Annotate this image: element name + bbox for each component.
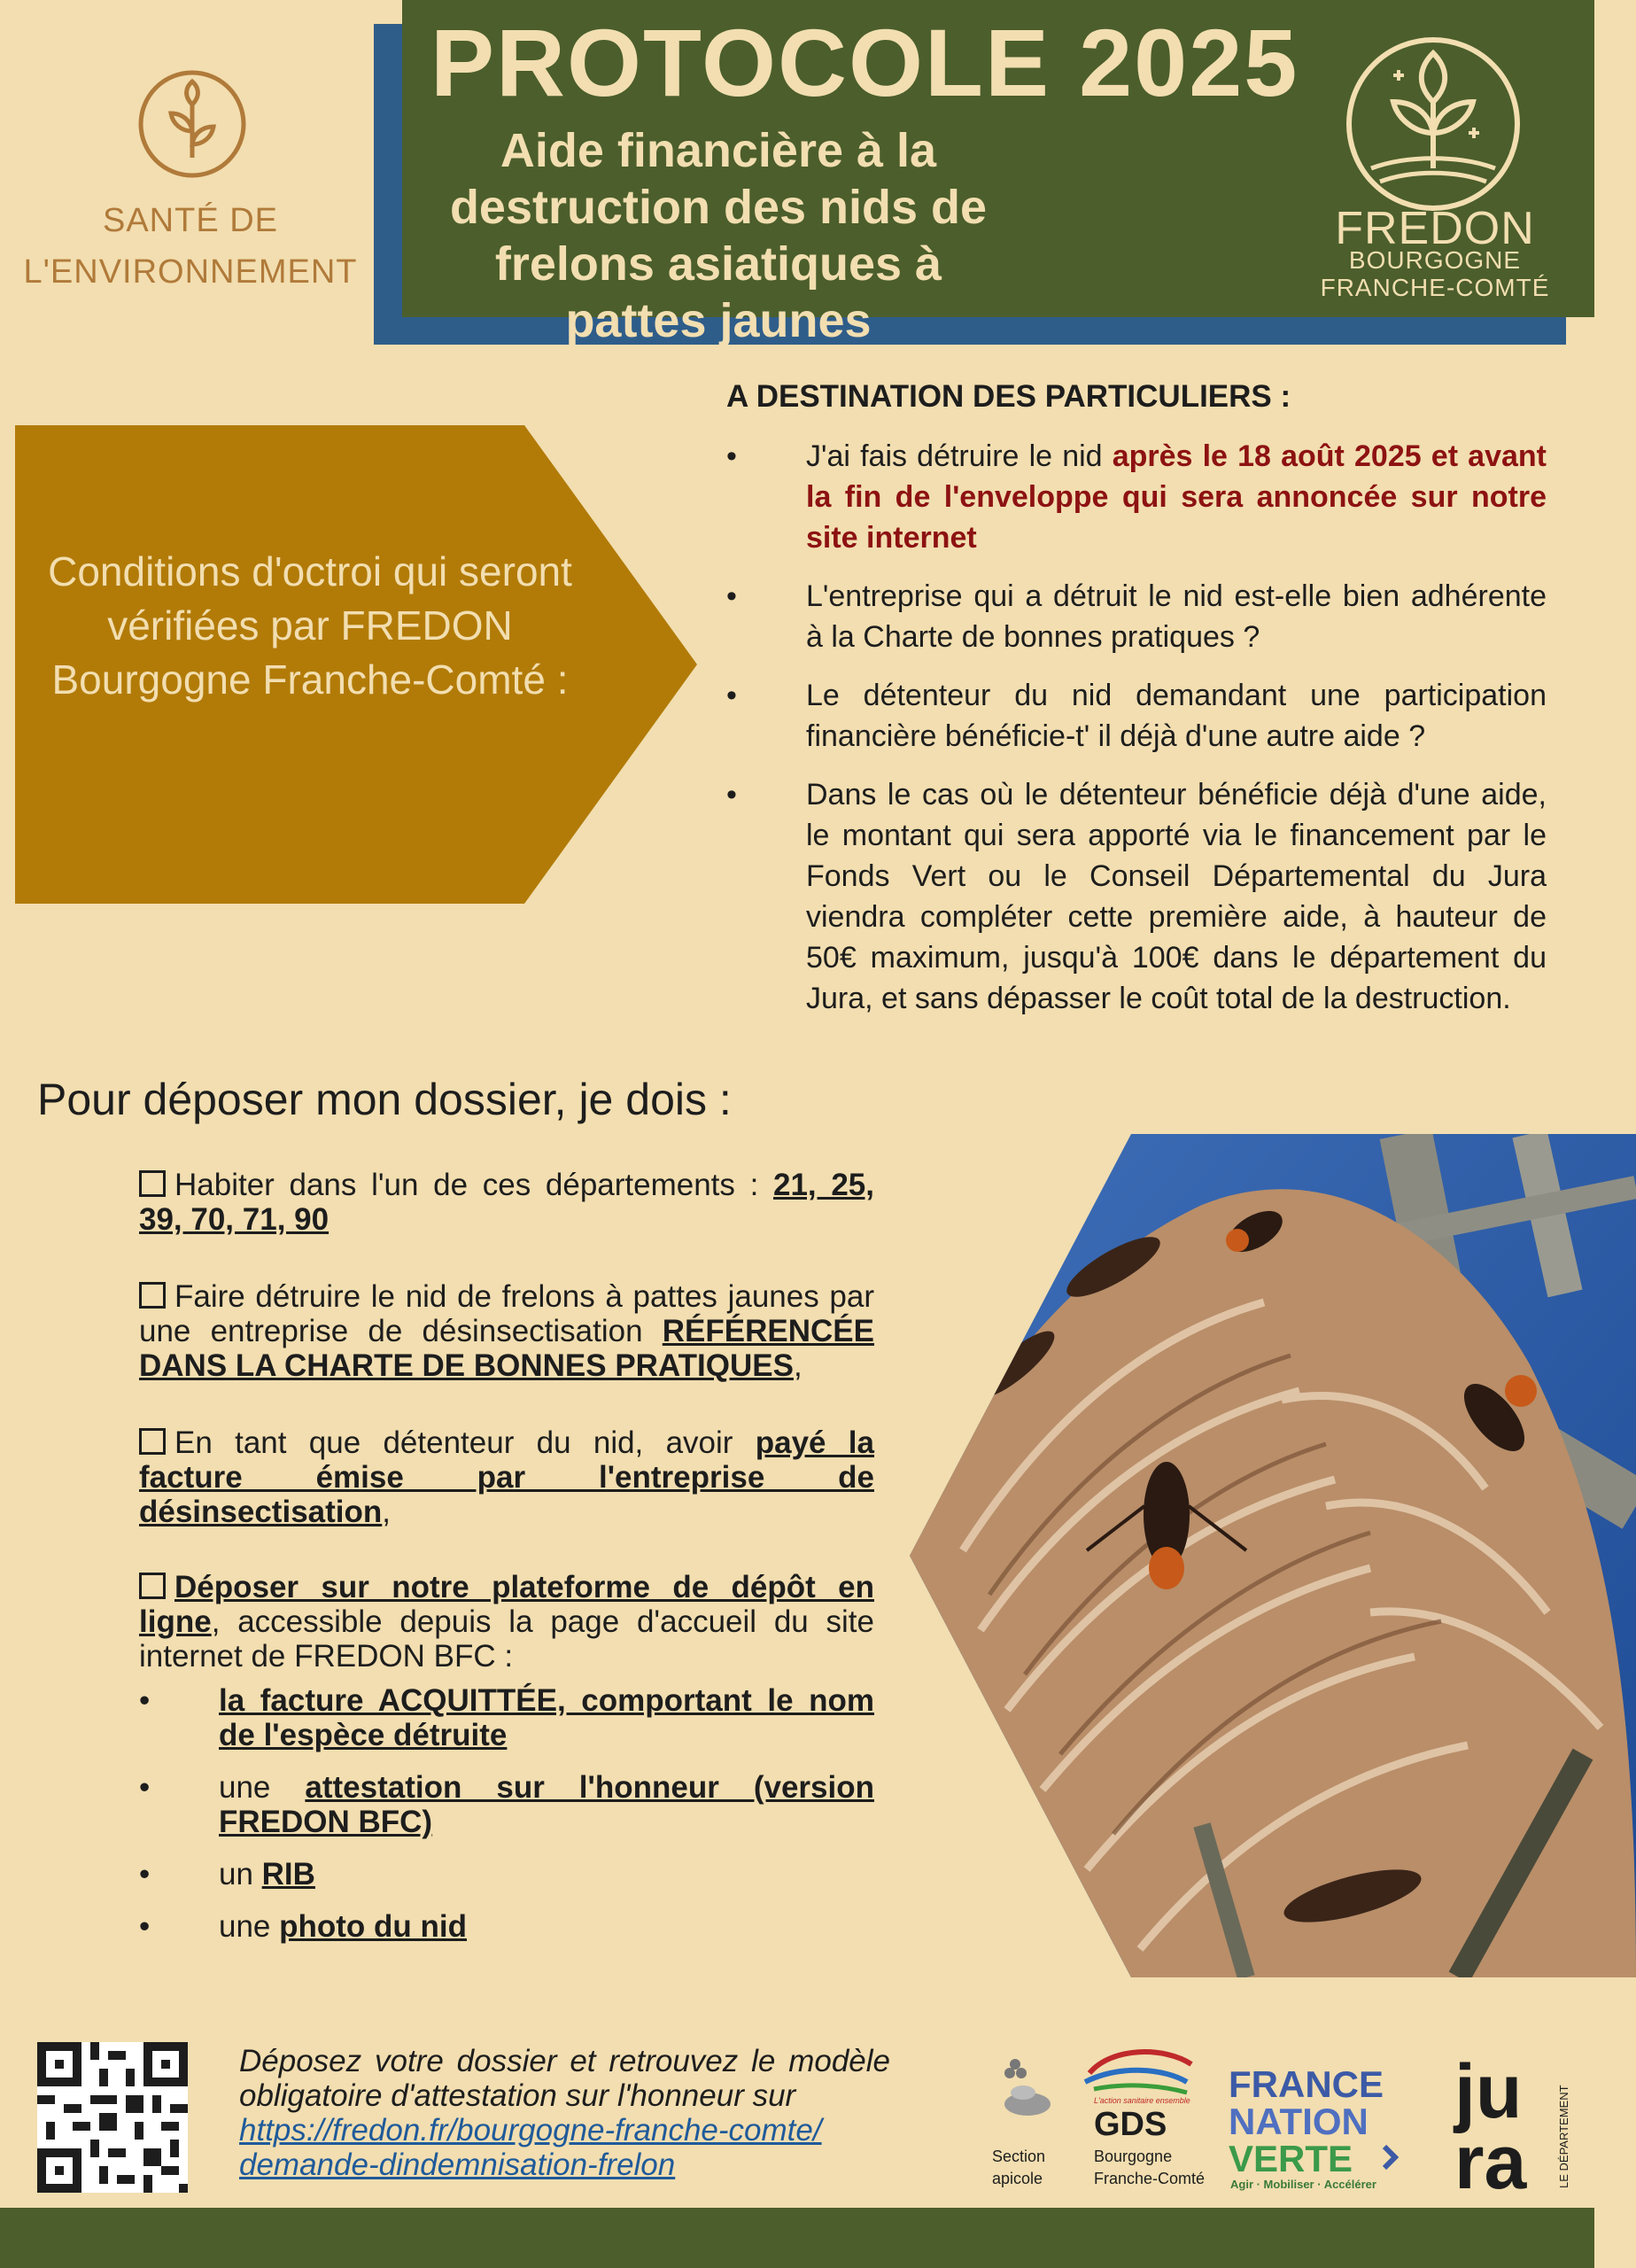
page-title: PROTOCOLE 2025 — [430, 9, 1299, 116]
checklist-text: Faire détruire le nid de frelons à pattes jaunes par une entreprise de désinsectisation — [139, 1279, 874, 1348]
checklist-payee: payé la facture émise par l'entreprise de désinsectisation — [139, 1425, 874, 1529]
checklist-end: , — [793, 1348, 802, 1383]
sante-logo-text — [18, 195, 363, 298]
required-attestation — [139, 1770, 874, 1839]
required-facture — [139, 1683, 874, 1752]
required-rib-prefix: un — [219, 1857, 262, 1891]
checklist-item-departement — [139, 1168, 874, 1237]
gds-name: GDS — [1094, 2106, 1167, 2143]
checklist-item-depot — [139, 1570, 874, 1674]
france-nation-verte-logo — [1227, 2060, 1417, 2193]
bee-icon — [1004, 2059, 1051, 2116]
checklist-end: , — [382, 1495, 391, 1529]
required-photo-text: photo du nid — [279, 1909, 467, 1944]
dossier-title: Pour déposer mon dossier, je dois : — [37, 1075, 732, 1124]
fredon-region-line-2: FRANCHE-COMTÉ — [1320, 274, 1550, 301]
footer-instructions: Déposez votre dossier et retrouvez le modèle obligatoire d'attestation sur l'honneur sur — [239, 2044, 890, 2113]
jura-logo — [1453, 2047, 1572, 2197]
jura-side-label: LE DÉPARTEMENT — [1557, 2085, 1570, 2188]
checklist-text: , accessible depuis la page d'accueil du site internet de FREDON BFC : — [139, 1604, 874, 1674]
destination-item-other-aid: • Le détenteur du nid demandant une participation financière bénéficie-t' il déjà d'une autre aide ? — [726, 675, 1547, 757]
required-rib — [139, 1857, 874, 1891]
destination-item-amount: • Dans le cas où le détenteur bénéficie déjà d'une aide, le montant qui sera apporté via le financement par le Fonds Vert ou le Conseil Départemental du Jura viendra compléter cette première aide, à hauteur de 50€ maximum, jusqu'à 100€ dans le département du Jura, et sans dépasser le coût total de la destruction. — [726, 774, 1547, 1019]
required-attestation-text: attestation sur l'honneur (version FREDON BFC) — [219, 1770, 874, 1839]
destination-item-date-text: J'ai fais détruire le nid — [806, 439, 1113, 473]
checkbox-icon[interactable] — [139, 1282, 166, 1309]
checklist-item-entreprise — [139, 1279, 874, 1383]
hornet-nest-photo — [910, 1134, 1636, 1977]
fredon-region-line-1: BOURGOGNE — [1348, 246, 1522, 274]
section-apicole-2: apicole — [992, 2170, 1043, 2187]
gds-region-2: Franche-Comté — [1094, 2170, 1206, 2187]
checklist-item-facture — [139, 1425, 874, 1529]
qr-code[interactable] — [37, 2042, 188, 2193]
destination-item-charte: • L'entreprise qui a détruit le nid est-elle bien adhérente à la Charte de bonnes pratiques ? — [726, 576, 1547, 657]
checklist-plateforme: Déposer sur notre plateforme de dépôt en ligne — [139, 1570, 874, 1639]
sante-line-1: SANTÉ DE — [102, 202, 279, 239]
checkbox-icon[interactable] — [139, 1428, 166, 1455]
footer-text — [239, 2044, 890, 2182]
checklist-text: En tant que détenteur du nid, avoir — [174, 1425, 756, 1460]
destination-title: A DESTINATION DES PARTICULIERS : — [726, 379, 1291, 414]
jura-line-1: ju — [1454, 2049, 1523, 2134]
required-facture-text: la facture ACQUITTÉE, comportant le nom de l'espèce détruite — [219, 1683, 874, 1752]
required-photo — [139, 1909, 874, 1944]
required-attestation-prefix: une — [219, 1770, 306, 1805]
jura-line-2: ra — [1454, 2120, 1527, 2197]
fnv-tagline: Agir · Mobiliser · Accélérer — [1230, 2178, 1376, 2191]
footer-link-line-1[interactable]: https://fredon.fr/bourgogne-franche-comte/ — [239, 2113, 822, 2148]
checkbox-icon[interactable] — [139, 1573, 166, 1599]
gds-tagline: L'action sanitaire ensemble — [1094, 2096, 1190, 2105]
checkbox-icon[interactable] — [139, 1170, 166, 1197]
fredon-region — [1302, 246, 1568, 301]
checklist-charte: RÉFÉRENCÉE DANS LA CHARTE DE BONNES PRATIQUES — [139, 1314, 874, 1383]
fnv-line-2: NATION — [1229, 2101, 1369, 2142]
fnv-line-3: VERTE — [1229, 2138, 1353, 2179]
page-subtitle: Aide financière à la destruction des nids de frelons asiatiques à pattes jaunes — [449, 124, 988, 347]
fredon-plant-logo-icon — [1345, 35, 1522, 213]
checklist-departements: 21, 25, 39, 70, 71, 90 — [139, 1168, 874, 1237]
fredon-name: FREDON — [1335, 203, 1535, 254]
destination-item-date — [726, 436, 1547, 558]
destination-item-date-highlight: après le 18 août 2025 et avant la fin de l'enveloppe qui sera annoncée sur notre site internet — [806, 439, 1547, 555]
sante-sprout-logo-icon — [137, 69, 247, 179]
gds-logo — [988, 2038, 1218, 2206]
fnv-line-1: FRANCE — [1229, 2063, 1384, 2105]
footer-link-line-2[interactable]: demande-dindemnisation-frelon — [239, 2148, 676, 2182]
required-rib-text: RIB — [261, 1857, 315, 1891]
required-photo-prefix: une — [219, 1909, 280, 1944]
conditions-label: Conditions d'octroi qui seront vérifiées par FREDON Bourgogne Franche-Comté : — [48, 548, 572, 703]
checklist-text: Habiter dans l'un de ces départements : — [174, 1168, 773, 1202]
required-documents-list — [139, 1683, 874, 1961]
section-apicole-1: Section — [992, 2148, 1046, 2165]
destination-list — [726, 436, 1547, 1037]
gds-region-1: Bourgogne — [1094, 2148, 1173, 2165]
sante-line-2: L'ENVIRONNEMENT — [23, 253, 358, 291]
footer-bar — [0, 2208, 1594, 2268]
